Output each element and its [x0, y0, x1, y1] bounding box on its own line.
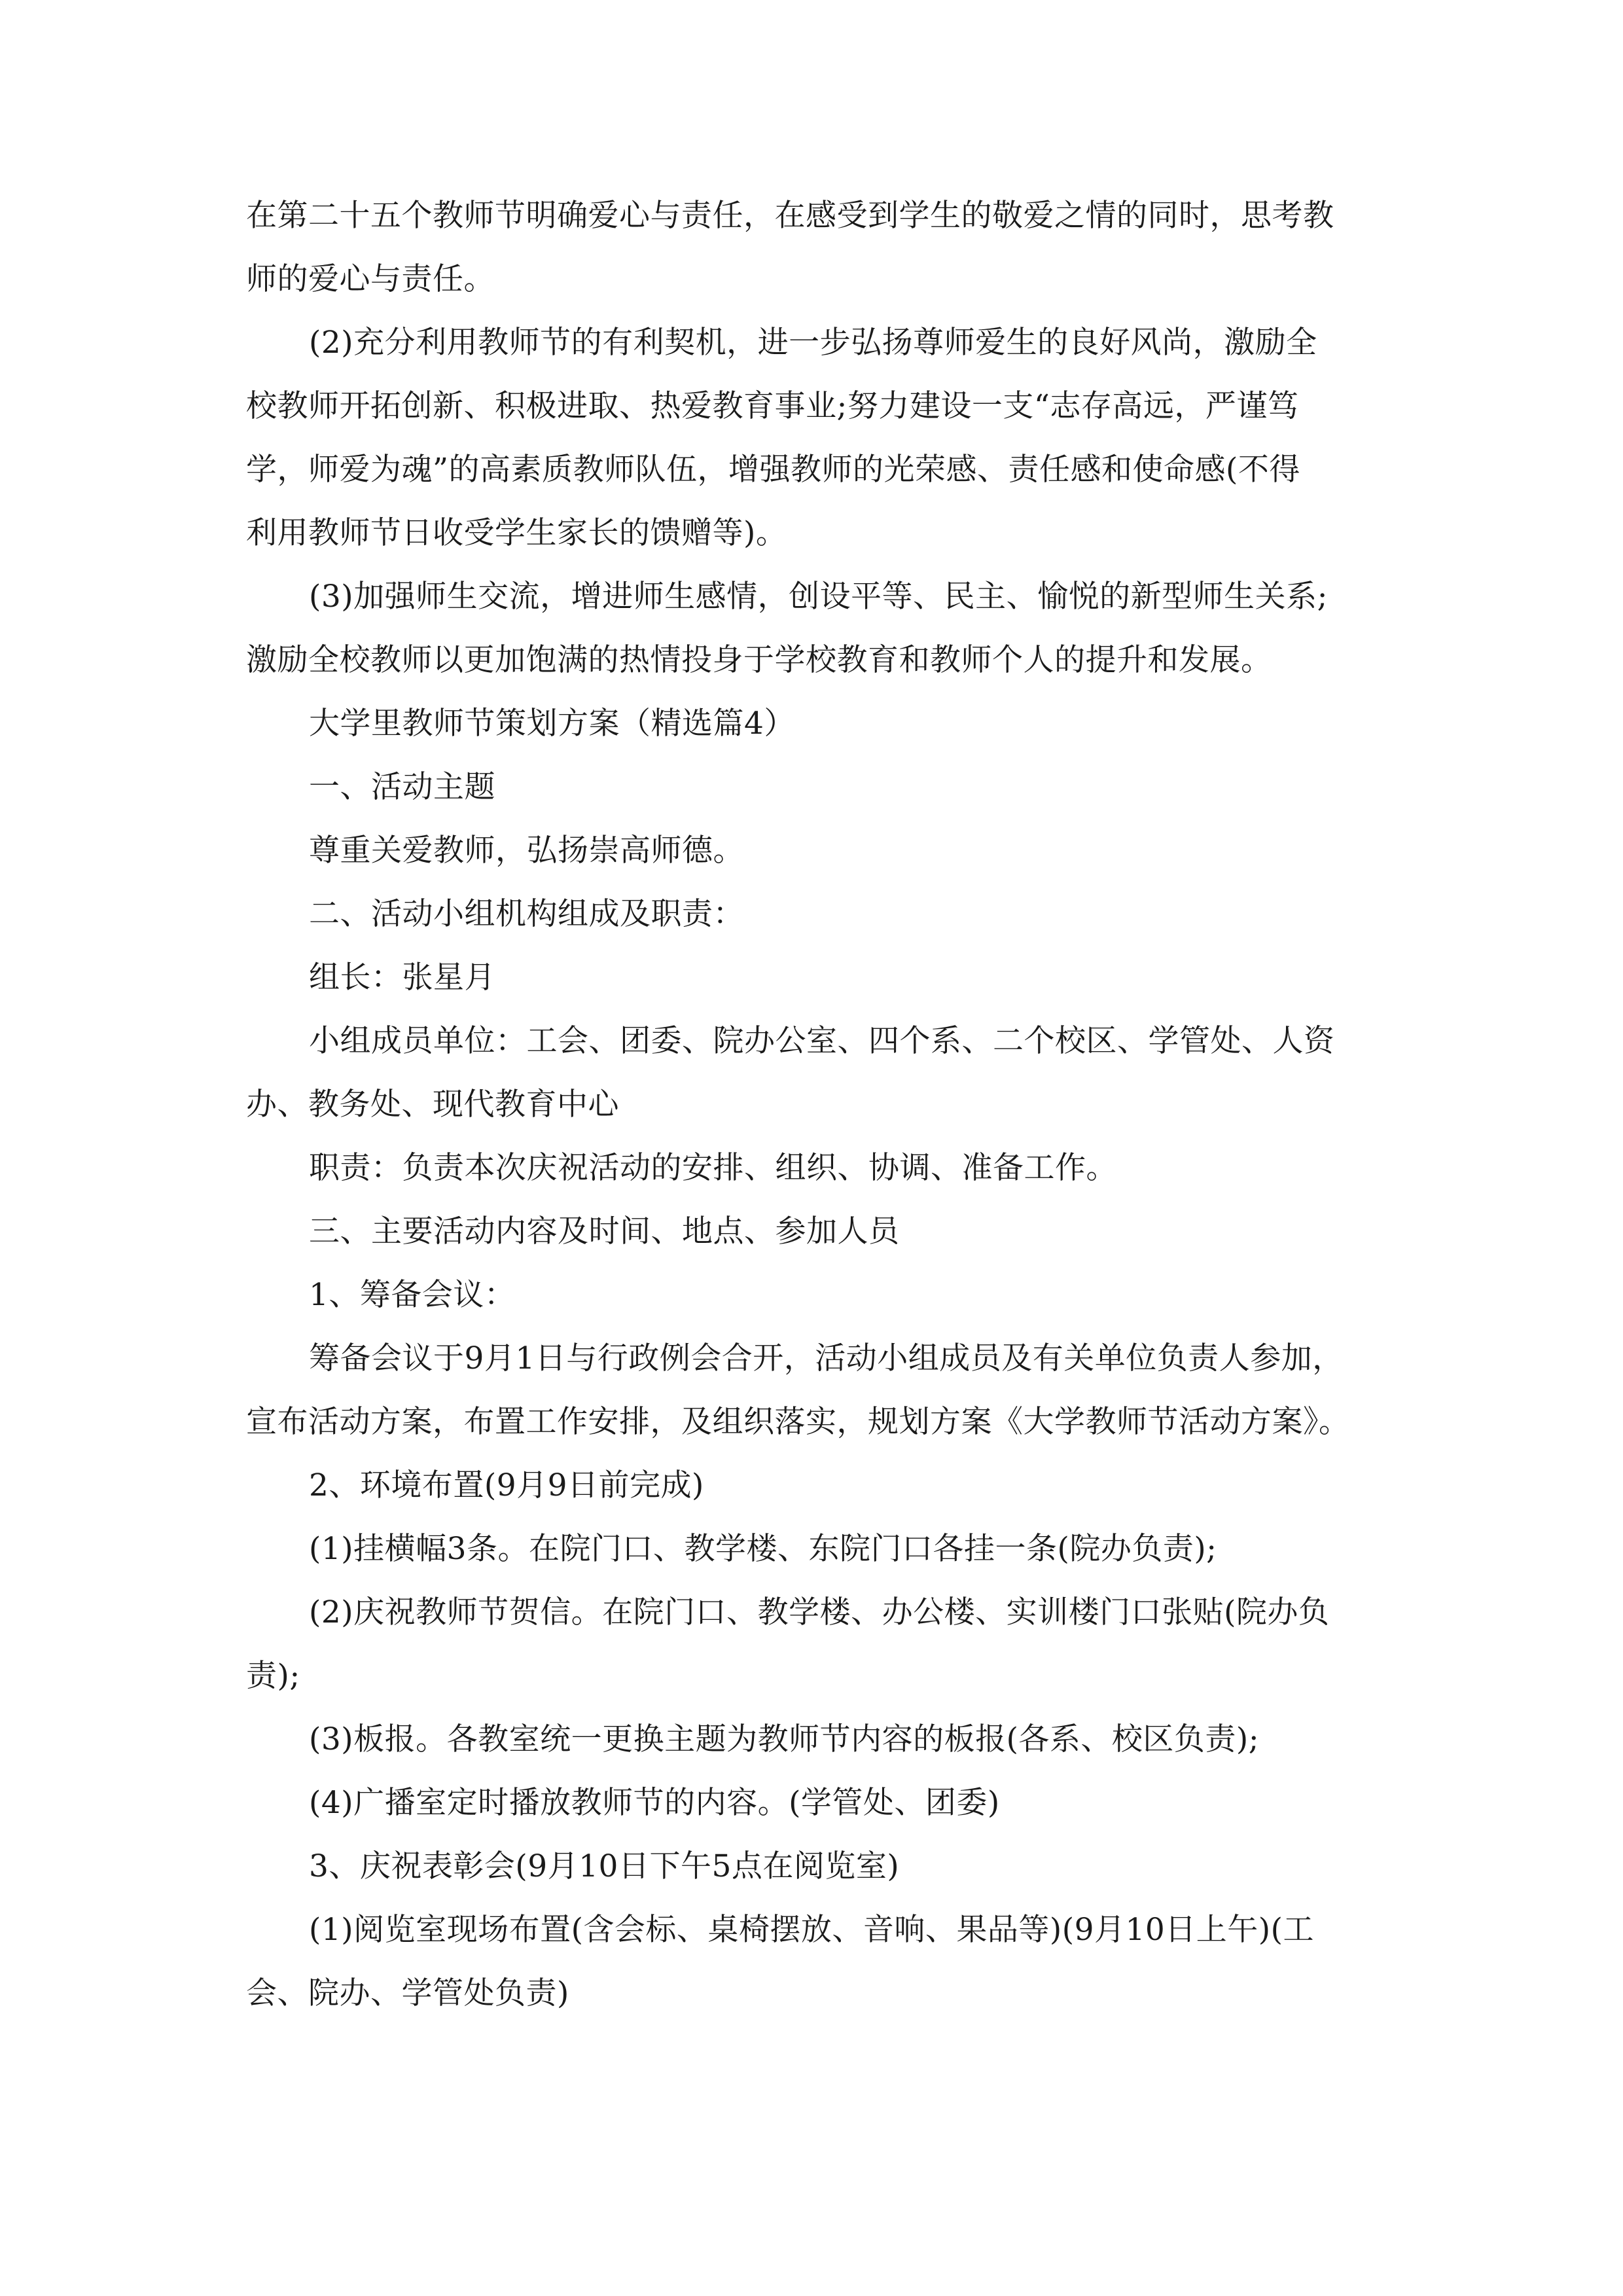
paragraph-line: 利用教师节日收受学生家长的馈赠等)。: [246, 515, 787, 551]
paragraph-line: 在第二十五个教师节明确爱心与责任，在感受到学生的敬爱之情的同时，思考教: [246, 198, 1334, 234]
paragraph-line: 职责：负责本次庆祝活动的安排、组织、协调、准备工作。: [309, 1150, 1117, 1186]
paragraph-line: 小组成员单位：工会、团委、院办公室、四个系、二个校区、学管处、人资: [309, 1023, 1335, 1059]
paragraph-line: 校教师开拓创新、积极进取、热爱教育事业;努力建设一支“志存高远，严谨笃: [246, 388, 1299, 424]
heading-main-activities: 三、主要活动内容及时间、地点、参加人员: [309, 1213, 900, 1249]
paragraph-line: 尊重关爱教师，弘扬崇高师德。: [309, 833, 744, 869]
subheading-celebration: 3、庆祝表彰会(9月10日下午5点在阅览室): [309, 1848, 900, 1884]
heading-activity-theme: 一、活动主题: [309, 769, 495, 805]
paragraph-line: 筹备会议于9月1日与行政例会合开，活动小组成员及有关单位负责人参加，: [309, 1340, 1344, 1376]
paragraph-line: 会、院办、学管处负责): [246, 1975, 569, 2011]
list-item: (2)庆祝教师节贺信。在院门口、教学楼、办公楼、实训楼门口张贴(院办负: [309, 1594, 1330, 1630]
paragraph-line: 办、教务处、现代教育中心: [246, 1086, 619, 1122]
heading-organization: 二、活动小组机构组成及职责：: [309, 896, 744, 932]
paragraph-line: 责);: [246, 1658, 300, 1694]
subheading-preparatory-meeting: 1、筹备会议：: [309, 1277, 516, 1313]
list-item: (4)广播室定时播放教师节的内容。(学管处、团委): [309, 1785, 1000, 1821]
paragraph-line: 组长：张星月: [309, 960, 495, 996]
section-title: 大学里教师节策划方案（精选篇4）: [309, 706, 795, 742]
paragraph-line: 师的爱心与责任。: [246, 261, 495, 297]
paragraph-line: 学，师爱为魂”的高素质教师队伍，增强教师的光荣感、责任感和使命感(不得: [246, 452, 1300, 488]
subheading-environment: 2、环境布置(9月9日前完成): [309, 1467, 704, 1503]
paragraph-line: (2)充分利用教师节的有利契机，进一步弘扬尊师爱生的良好风尚，激励全: [309, 325, 1317, 361]
paragraph-line: 激励全校教师以更加饱满的热情投身于学校教育和教师个人的提升和发展。: [246, 642, 1272, 678]
list-item: (1)阅览室现场布置(含会标、桌椅摆放、音响、果品等)(9月10日上午)(工: [309, 1912, 1314, 1948]
paragraph-line: (3)加强师生交流，增进师生感情，创设平等、民主、愉悦的新型师生关系;: [309, 579, 1328, 615]
list-item: (1)挂横幅3条。在院门口、教学楼、东院门口各挂一条(院办负责);: [309, 1531, 1217, 1567]
list-item: (3)板报。各教室统一更换主题为教师节内容的板报(各系、校区负责);: [309, 1721, 1260, 1757]
paragraph-line: 宣布活动方案，布置工作安排，及组织落实，规划方案《大学教师节活动方案》。: [246, 1404, 1350, 1440]
